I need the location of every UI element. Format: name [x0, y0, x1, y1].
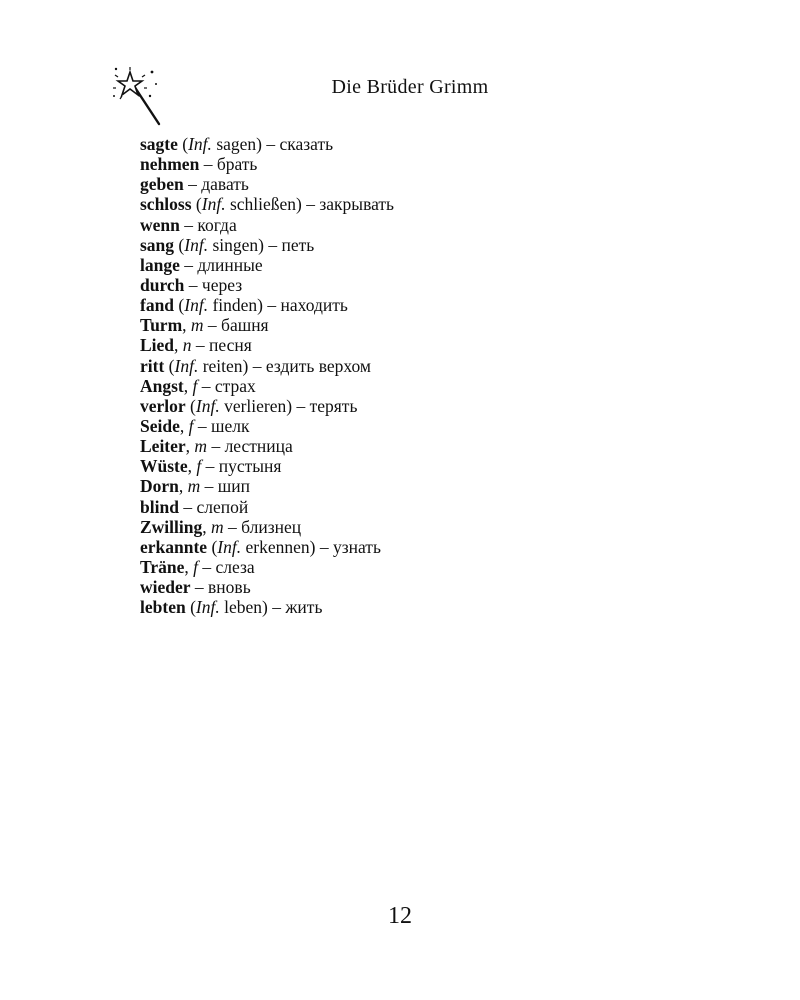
glossary-entry: Angst, f – страх: [140, 375, 256, 396]
glossary-entry: wieder – вновь: [140, 577, 251, 598]
glossary-word: Lied: [140, 335, 175, 356]
glossary-entry: wenn – когда: [140, 214, 237, 235]
glossary-translation: когда: [197, 214, 237, 235]
infinitive-label: Inf.: [195, 395, 220, 416]
grammatical-gender: m: [187, 476, 201, 497]
glossary-word: Wüste: [140, 456, 188, 477]
glossary-translation: слеза: [215, 556, 255, 577]
glossary-entry: geben – давать: [140, 174, 249, 195]
grammatical-gender: m: [194, 436, 208, 457]
glossary-translation: близнец: [241, 516, 302, 537]
glossary-entry: fand (Inf. finden) – находить: [140, 295, 348, 316]
glossary-list: [140, 134, 740, 617]
infinitive-label: Inf.: [188, 134, 212, 154]
glossary-word: Träne: [140, 556, 185, 577]
glossary-entry: Lied, n – песня: [140, 335, 252, 356]
glossary-translation: шелк: [211, 415, 250, 436]
infinitive-form: sagen: [216, 134, 257, 154]
grammatical-gender: f: [193, 556, 199, 577]
grammatical-gender: f: [196, 456, 202, 477]
glossary-word: blind: [140, 496, 179, 517]
glossary-entry: verlor (Inf. verlieren) – терять: [140, 395, 358, 416]
glossary-word: durch: [140, 274, 185, 295]
glossary-translation: слепой: [196, 496, 249, 517]
grammatical-gender: f: [192, 375, 198, 396]
grammatical-gender: n: [182, 335, 192, 356]
glossary-word: geben: [140, 174, 184, 195]
glossary-entry: sagte (Inf. sagen) – сказать: [140, 134, 334, 154]
glossary-entry: lebten (Inf. leben) – жить: [140, 597, 323, 618]
glossary-translation: лестница: [224, 436, 293, 457]
glossary-word: lange: [140, 254, 180, 275]
glossary-entry: Dorn, m – шип: [140, 476, 250, 497]
infinitive-label: Inf.: [195, 597, 220, 618]
grammatical-gender: m: [190, 315, 204, 336]
infinitive-label: Inf.: [184, 234, 209, 255]
infinitive-form: erkennen: [245, 536, 310, 557]
glossary-translation: песня: [209, 335, 252, 356]
glossary-translation: вновь: [208, 577, 251, 598]
glossary-word: Dorn: [140, 476, 179, 497]
glossary-entry: ritt (Inf. reiten) – ездить верхом: [140, 355, 371, 376]
glossary-translation: жить: [285, 597, 323, 618]
glossary-translation: закрывать: [319, 194, 395, 215]
infinitive-label: Inf.: [174, 355, 199, 376]
glossary-translation: давать: [201, 174, 249, 195]
glossary-translation: находить: [280, 295, 348, 316]
glossary-word: wenn: [140, 214, 180, 235]
infinitive-form: reiten: [202, 355, 243, 376]
glossary-entry: nehmen – брать: [140, 154, 258, 175]
glossary-translation: страх: [214, 375, 256, 396]
glossary-translation: ездить верхом: [265, 355, 371, 376]
glossary-entry: blind – слепой: [140, 496, 249, 517]
glossary-entry: erkannte (Inf. erkennen) – узнать: [140, 536, 381, 557]
glossary-word: wieder: [140, 577, 191, 598]
glossary-entry: lange – длинные: [140, 254, 263, 275]
glossary-word: Turm: [140, 315, 183, 336]
infinitive-label: Inf.: [184, 295, 209, 316]
infinitive-form: verlieren: [224, 395, 287, 416]
glossary-translation: башня: [221, 315, 269, 336]
glossary-word: Zwilling: [140, 516, 203, 537]
glossary-translation: шип: [217, 476, 250, 497]
glossary-word: ritt: [140, 355, 165, 376]
glossary-word: lebten: [140, 597, 186, 618]
glossary-translation: сказать: [279, 134, 334, 154]
glossary-word: sang: [140, 234, 175, 255]
glossary-entry: Turm, m – башня: [140, 315, 269, 336]
infinitive-form: singen: [212, 234, 259, 255]
glossary-translation: длинные: [197, 254, 263, 275]
glossary-entry: Seide, f – шелк: [140, 415, 250, 436]
grammatical-gender: m: [211, 516, 224, 537]
glossary-entry: durch – через: [140, 274, 243, 295]
running-header: Die Brüder Grimm: [331, 76, 489, 98]
infinitive-label: Inf.: [217, 536, 242, 557]
glossary-word: nehmen: [140, 154, 200, 175]
glossary-entry: Träne, f – слеза: [140, 556, 255, 577]
glossary-word: Angst: [140, 375, 184, 396]
infinitive-form: finden: [212, 295, 258, 316]
glossary-word: Seide: [140, 415, 180, 436]
glossary-translation: петь: [281, 234, 315, 255]
grammatical-gender: f: [188, 415, 194, 436]
glossary-entry: Zwilling, m – близнец: [140, 516, 302, 537]
glossary-translation: через: [201, 274, 243, 295]
glossary-translation: терять: [309, 395, 358, 416]
page-number: 12: [388, 903, 412, 929]
glossary-entry: Wüste, f – пустыня: [140, 456, 282, 477]
glossary-word: verlor: [140, 395, 186, 416]
glossary-word: Leiter: [140, 436, 186, 457]
glossary-word: erkannte: [140, 536, 208, 557]
glossary-translation: пустыня: [218, 456, 282, 477]
glossary-entry: schloss (Inf. schließen) – закрывать: [140, 194, 395, 215]
glossary-word: fand: [140, 295, 175, 316]
glossary-translation: узнать: [332, 536, 381, 557]
glossary-entry: Leiter, m – лестница: [140, 436, 293, 457]
infinitive-label: Inf.: [201, 194, 226, 215]
glossary-word: sagte: [140, 134, 178, 154]
glossary-entry: sang (Inf. singen) – петь: [140, 234, 315, 255]
infinitive-form: schließen: [229, 194, 297, 215]
glossary-translation: брать: [216, 154, 258, 175]
glossary-word: schloss: [140, 194, 192, 215]
infinitive-form: leben: [224, 597, 263, 618]
